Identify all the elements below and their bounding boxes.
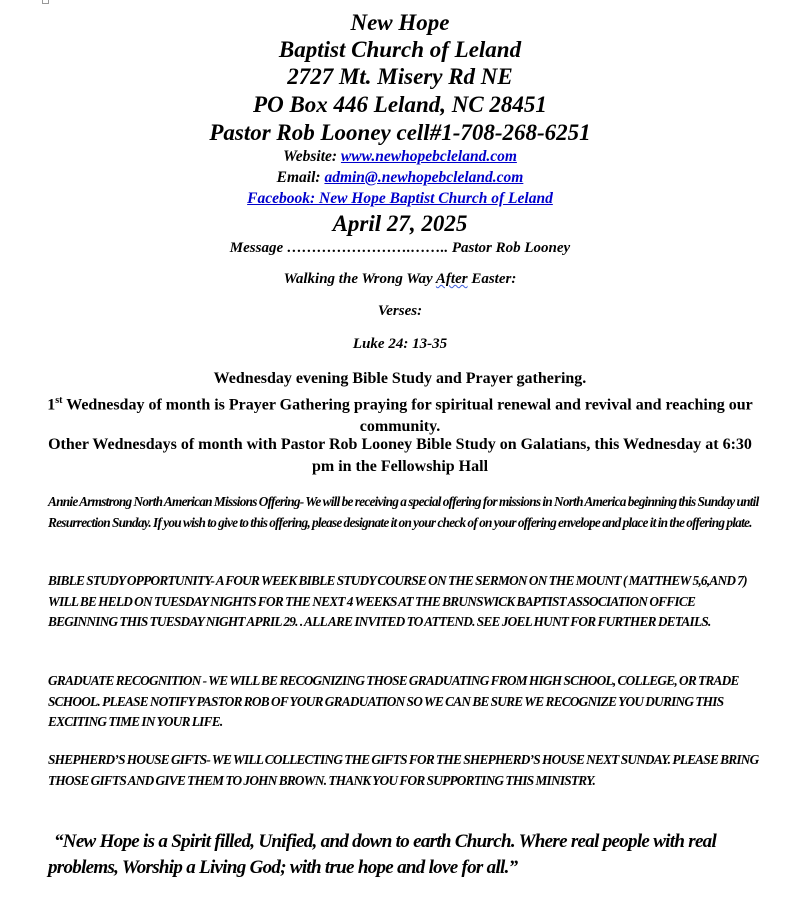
verses-label: Verses: — [377, 303, 423, 319]
email-line — [0, 167, 800, 188]
facebook-link[interactable]: Facebook: New Hope Baptist Church of Leland — [247, 190, 553, 207]
wednesday-line2 — [40, 390, 760, 438]
street-address: 2727 Mt. Misery Rd NE — [287, 64, 513, 89]
church-motto-quote: “New Hope is a Spirit filled, Unified, and down to earth Church. Where real people with real problems, Worship a Living God; with true hope and love for all.” — [48, 831, 717, 878]
sermon-title-spellcheck-word: After — [435, 271, 468, 287]
website-label: Website: — [283, 148, 341, 165]
announcement-missions-offering: Annie Armstrong North American Missions Offering- We will be receiving a special offering for missions in North America beginning this Sunday until Resurrection Sunday. If you wish to give to this offering, please designate it on your check of on your offering envelope and place it in the offering plate. — [48, 494, 759, 530]
pastor-contact: Pastor Rob Looney cell#1-708-268-6251 — [209, 120, 591, 145]
email-label: Email: — [276, 169, 325, 186]
ordinal-number: 1 — [47, 396, 56, 414]
announcement-shepherds-house: SHEPHERD’S HOUSE GIFTS- WE WILL COLLECTING THE GIFTS FOR THE SHEPHERD’S HOUSE NEXT SUNDAY. PLEASE BRING THOSE GIFTS AND GIVE THEM TO JOHN BROWN. THANK YOU FOR SUPPORTING THIS MINISTRY. — [48, 752, 759, 788]
wednesday-line3: Other Wednesdays of month with Pastor Rob Looney Bible Study on Galatians, this Wednesday at 6:30 pm in the Fellowship Hall — [48, 436, 752, 475]
verses-reference: Luke 24: 13-35 — [352, 336, 448, 352]
email-link[interactable]: admin@.newhopebcleland.com — [324, 169, 524, 186]
church-name-line1: New Hope — [350, 10, 450, 35]
sermon-title-part1: Walking the Wrong Way — [283, 271, 436, 287]
wednesday-line1: Wednesday evening Bible Study and Prayer gathering. — [213, 370, 587, 387]
po-box-address: PO Box 446 Leland, NC 28451 — [253, 92, 547, 117]
message-label: Message …………………….…….. Pastor Rob Looney — [229, 240, 571, 256]
ordinal-suffix: st — [55, 395, 63, 406]
bulletin-date: April 27, 2025 — [332, 211, 468, 236]
sermon-title — [0, 271, 800, 288]
page-corner-mark — [42, 0, 49, 4]
website-line — [0, 146, 800, 167]
sermon-title-part2: Easter: — [467, 271, 517, 287]
church-name-line2: Baptist Church of Leland — [278, 37, 522, 62]
facebook-line — [0, 188, 800, 209]
website-link[interactable]: www.newhopebcleland.com — [340, 148, 517, 165]
wednesday-line2-text: Wednesday of month is Prayer Gathering praying for spiritual renewal and revival and reaching our community. — [62, 396, 753, 436]
announcement-graduate-recognition: GRADUATE RECOGNITION - WE WILL BE RECOGNIZING THOSE GRADUATING FROM HIGH SCHOOL, COLLEGE, OR TRADE SCHOOL. PLEASE NOTIFY PASTOR ROB OF YOUR GRADUATION SO WE CAN BE SURE WE RECOGNIZE YOU DURING THIS EXCITING TIME IN YOUR LIFE. — [48, 673, 739, 729]
announcement-bible-study: BIBLE STUDY OPPORTUNITY- A FOUR WEEK BIBLE STUDY COURSE ON THE SERMON ON THE MOUNT ( MATTHEW 5,6,AND 7) WILL BE HELD ON TUESDAY NIGHTS FOR THE NEXT 4 WEEKS AT THE BRUNSWICK BAPTIST ASSOCIATION OFFICE BEGINNING THIS TUESDAY NIGHT APRIL 29. . ALL ARE INVITED TO ATTEND. SEE JOEL HUNT FOR FURTHER DETAILS. — [48, 573, 747, 629]
